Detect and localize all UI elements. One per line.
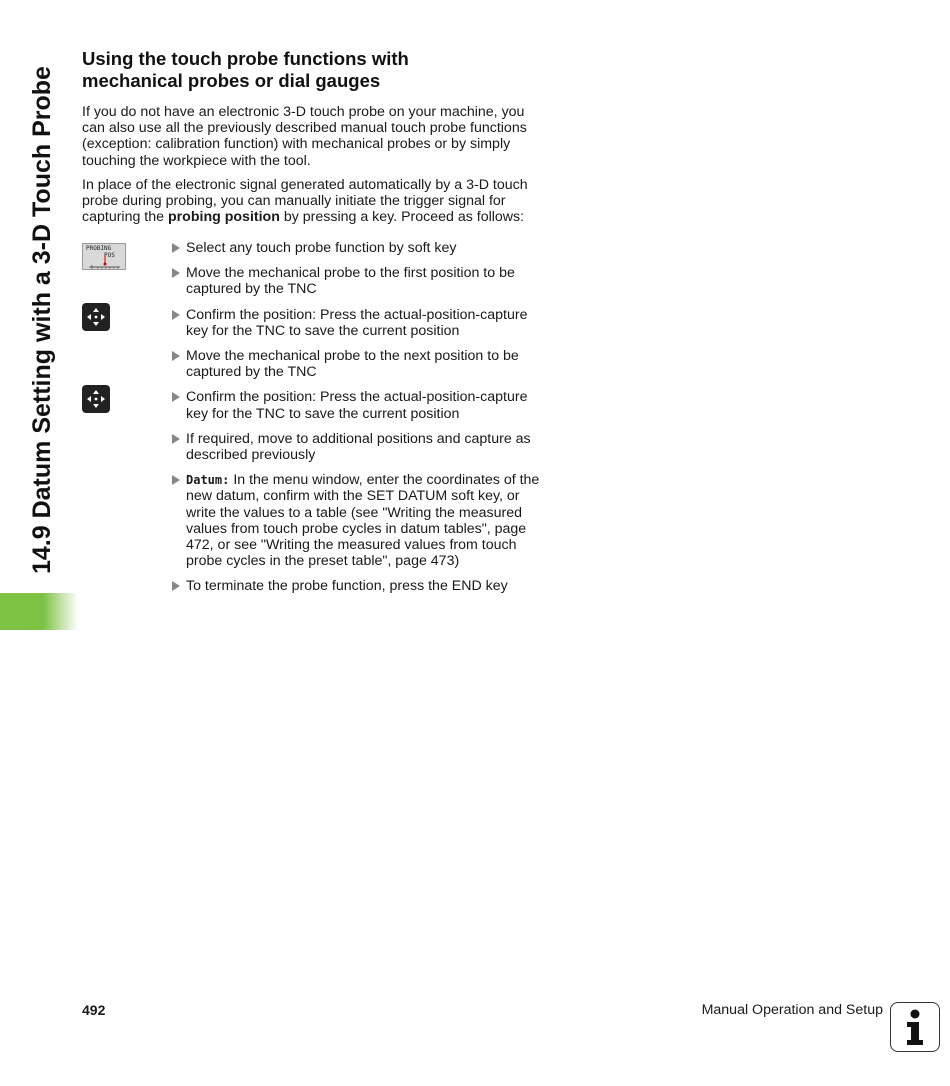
intro-paragraph: If you do not have an electronic 3-D touch probe on your machine, you can also use all the previously described manual touch probe functions (exception: calibration function) with mechanical probes or by simply touching the workpiece with the tool. xyxy=(82,104,527,169)
bullet-arrow-icon xyxy=(172,475,180,485)
step-text: Move the mechanical probe to the first position to be captured by the TNC xyxy=(186,265,515,298)
page-number: 492 xyxy=(82,1002,106,1018)
actual-position-capture-key-icon xyxy=(82,385,110,413)
step-4 xyxy=(82,348,542,380)
softkey-label: PROBING POS xyxy=(86,245,115,259)
bullet-arrow-icon xyxy=(172,351,180,361)
crosshair-icon xyxy=(82,385,110,413)
chapter-tab-marker xyxy=(0,593,78,630)
procedure-steps xyxy=(82,240,542,604)
step-5 xyxy=(82,389,542,421)
step-text: Move the mechanical probe to the next position to be captured by the TNC xyxy=(186,348,519,381)
crosshair-icon xyxy=(82,303,110,331)
datum-label: Datum: xyxy=(186,473,230,488)
probing-position-term: probing position xyxy=(167,209,280,226)
bullet-arrow-icon xyxy=(172,392,180,402)
step-text: In the menu window, enter the coordinates of the new datum, confirm with the SET DATUM soft key, or write the values to a table (see "Writing the measured values from touch probe cycles in datum tables", page 472, or see "Writing the measured values from touch probe cycles in the preset table", page 473) xyxy=(186,472,540,570)
step-1 xyxy=(82,240,542,259)
step-text: Confirm the position: Press the actual-position-capture key for the TNC to save the current position xyxy=(186,389,528,422)
section-heading xyxy=(82,48,532,92)
step-8 xyxy=(82,578,542,594)
step-text: To terminate the probe function, press the END key xyxy=(186,578,508,595)
step-text: If required, move to additional positions and capture as described previously xyxy=(186,430,531,464)
method-text-end: by pressing a key. Proceed as follows: xyxy=(279,209,525,226)
step-text: Select any touch probe function by soft key xyxy=(186,240,457,256)
actual-position-capture-key-icon xyxy=(82,303,110,331)
footer-chapter-title: Manual Operation and Setup xyxy=(701,1002,883,1018)
step-2 xyxy=(82,265,542,297)
step-text: Confirm the position: Press the actual-position-capture key for the TNC to save the current position xyxy=(186,306,528,339)
bullet-arrow-icon xyxy=(172,243,180,253)
info-icon xyxy=(890,1002,940,1052)
heading-line-1: Using the touch probe functions with xyxy=(82,48,409,69)
chapter-side-title: 14.9 Datum Setting with a 3-D Touch Probe xyxy=(28,66,56,574)
bullet-arrow-icon xyxy=(172,268,180,278)
intro-section xyxy=(82,48,532,233)
method-paragraph xyxy=(82,177,532,226)
heading-line-2: mechanical probes or dial gauges xyxy=(82,70,381,91)
info-glyph-icon xyxy=(891,1003,938,1050)
method-text-start: In place of the electronic signal generated automatically by a 3-D touch probe during probing, you can manually initiate the trigger signal for capturing the xyxy=(82,176,528,226)
bullet-arrow-icon xyxy=(172,434,180,444)
step-7 xyxy=(82,472,542,569)
bullet-arrow-icon xyxy=(172,310,180,320)
step-3 xyxy=(82,307,542,339)
step-6 xyxy=(82,431,542,463)
bullet-arrow-icon xyxy=(172,581,180,591)
